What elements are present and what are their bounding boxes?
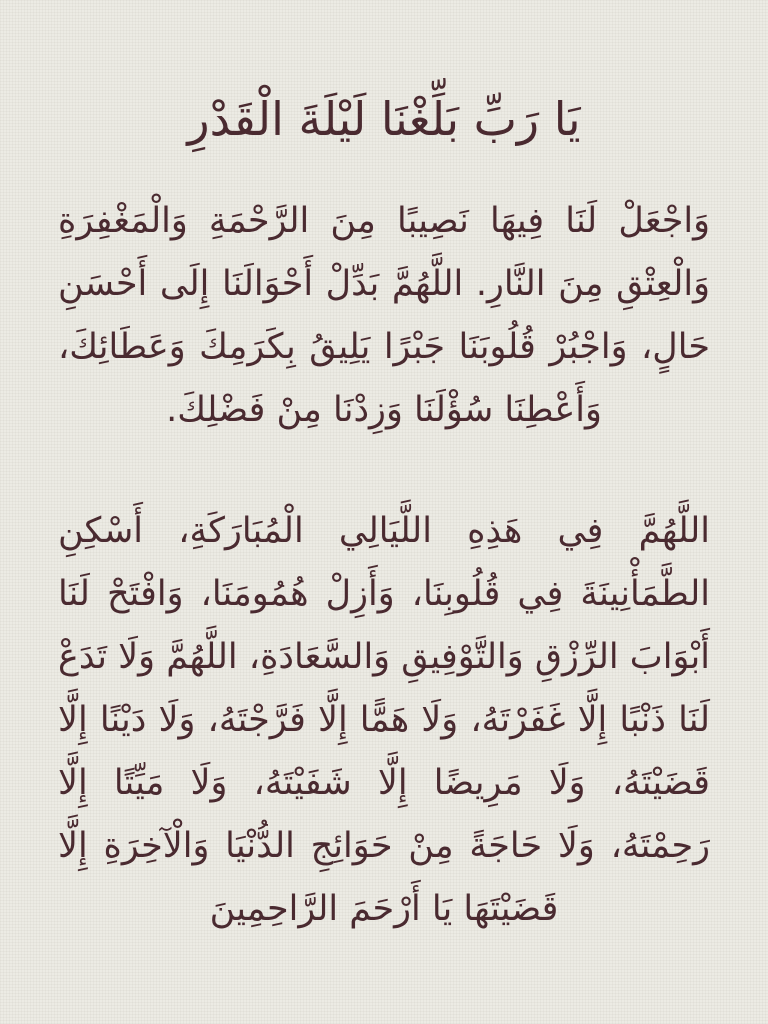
paragraph-2: اللَّهُمَّ فِي هَذِهِ اللَّيَالِي الْمُبَارَكَةِ، أَسْكِنِ الطَّمَأْنِينَةَ فِي قُلُوبِنَا، وَأَزِلْ هُمُومَنَا، وَافْتَحْ لَنَا أَبْوَابَ الرِّزْقِ وَالتَّوْفِيقِ وَالسَّعَادَةِ، اللَّهُمَّ وَلَا تَدَعْ لَنَا ذَنْبًا إِلَّا غَفَرْتَهُ، وَلَا هَمًّا إِلَّا فَرَّجْتَهُ، وَلَا دَيْنًا إِلَّا قَضَيْتَهُ، وَلَا مَرِيضًا إِلَّا شَفَيْتَهُ، وَلَا مَيِّتًا إِلَّا رَحِمْتَهُ، وَلَا حَاجَةً مِنْ حَوَائِجِ الدُّنْيَا وَالْآخِرَةِ إِلَّا قَضَيْتَهَا يَا أَرْحَمَ الرَّاحِمِينَ xyxy=(58,510,710,929)
paragraph-1: وَاجْعَلْ لَنَا فِيهَا نَصِيبًا مِنَ الرَّحْمَةِ وَالْمَغْفِرَةِ وَالْعِتْقِ مِنَ النَّارِ. اللَّهُمَّ بَدِّلْ أَحْوَالَنَا إِلَى أَحْسَنِ حَالٍ، وَاجْبُرْ قُلُوبَنَا جَبْرًا يَلِيقُ بِكَرَمِكَ وَعَطَائِكَ، وَأَعْطِنَا سُؤْلَنَا وَزِدْنَا مِنْ فَضْلِكَ. xyxy=(58,200,710,430)
page-title: يَا رَبِّ بَلِّغْنَا لَيْلَةَ الْقَدْرِ xyxy=(187,92,581,146)
